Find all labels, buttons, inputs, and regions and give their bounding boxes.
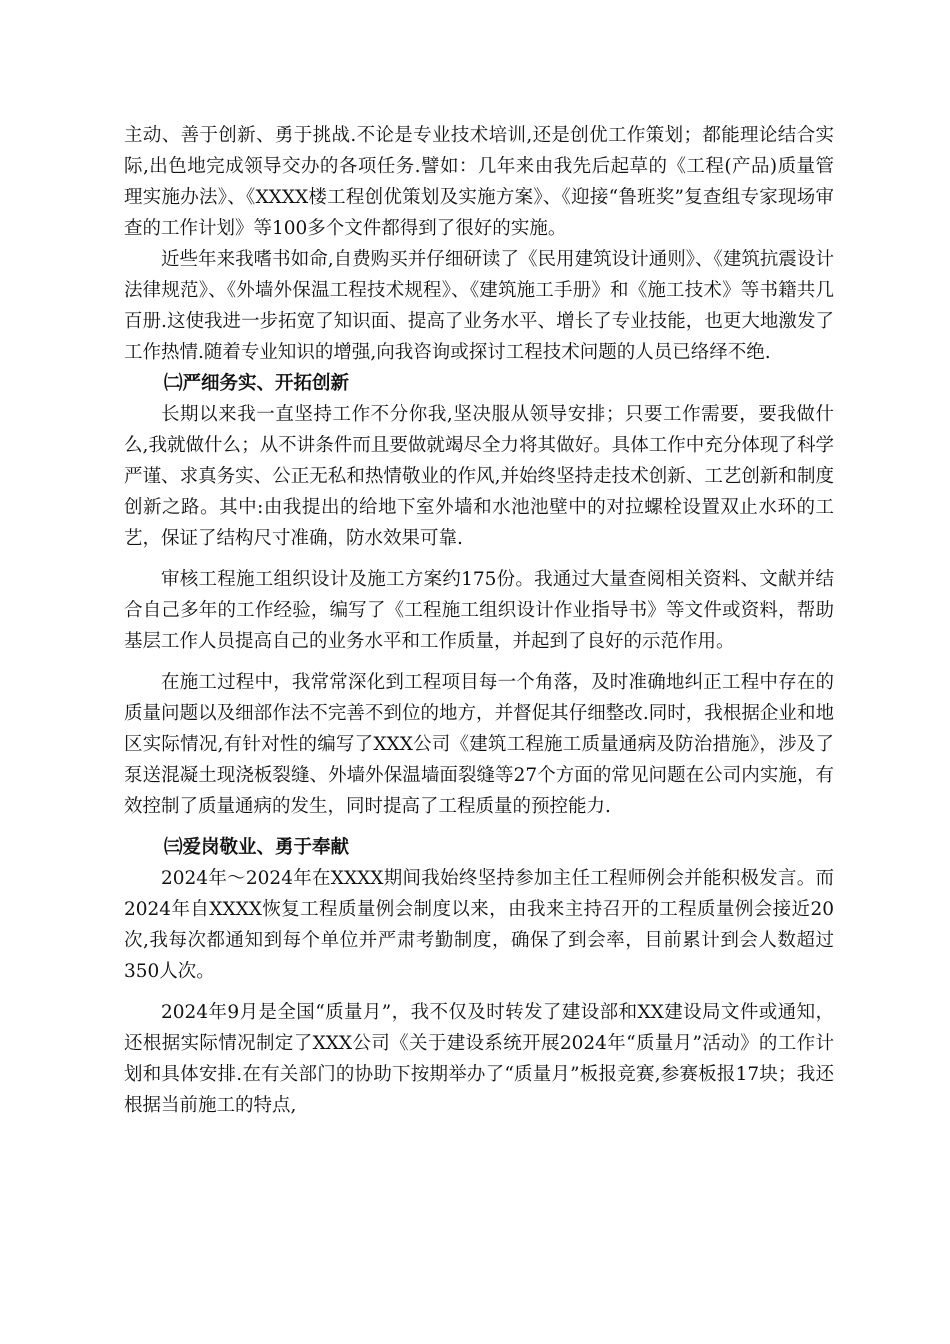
- section-heading-3: ㈢爱岗敬业、勇于奉献: [164, 837, 350, 858]
- document-page: [124, 120, 834, 1121]
- paragraph-meetings: 2024年～2024年在XXXX期间我始终坚持参加主任工程师例会并能积极发言。而2024年自XXXX恢复工程质量例会制度以来，由我来主持召开的工程质量例会接近20次,我每次都通知到每个单位并严肃考勤制度，确保了到会率，目前累计到会人数超过350人次。: [124, 868, 834, 982]
- paragraph-continuation: 主动、善于创新、勇于挑战.不论是专业技术培训,还是创优工作策划；都能理论结合实际,出色地完成领导交办的各项任务.譬如：几年来由我先后起草的《工程(产品)质量管理实施办法》、《XXXX楼工程创优策划及实施方案》、《迎接“鲁班奖”复查组专家现场审查的工作计划》等100多个文件都得到了很好的实施。: [124, 125, 834, 239]
- paragraph-quality-month: 2024年9月是全国“质量月”，我不仅及时转发了建设部和XX建设局文件或通知，还根据实际情况制定了XXX公司《关于建设系统开展2024年“质量月”活动》的工作计划和具体安排.在有关部门的协助下按期举办了“质量月”板报竞赛,参赛板报17块；我还根据当前施工的特点,: [124, 1002, 834, 1116]
- section-heading-2: ㈡严细务实、开拓创新: [164, 373, 350, 394]
- paragraph-construction: 在施工过程中，我常常深化到工程项目每一个角落，及时准确地纠正工程中存在的质量问题以及细部作法不完善不到位的地方，并督促其仔细整改.同时，我根据企业和地区实际情况,有针对性的编写了XXX公司《建筑工程施工质量通病及防治措施》，涉及了泵送混凝土现浇板裂缝、外墙外保温墙面裂缝等27个方面的常见问题在公司内实施，有效控制了质量通病的发生，同时提高了工程质量的预控能力.: [124, 672, 834, 817]
- paragraph-work-attitude: 长期以来我一直坚持工作不分你我,坚决服从领导安排；只要工作需要，要我做什么,我就做什么；从不讲条件而且要做就竭尽全力将其做好。具体工作中充分体现了科学严谨、求真务实、公正无私和热情敬业的作风,并始终坚持走技术创新、工艺创新和制度创新之路。其中:由我提出的给地下室外墙和水池池壁中的对拉螺栓设置双止水环的工艺，保证了结构尺寸准确，防水效果可靠.: [124, 404, 834, 549]
- paragraph-review: 审核工程施工组织设计及施工方案约175份。我通过大量查阅相关资料、文献并结合自己多年的工作经验，编写了《工程施工组织设计作业指导书》等文件或资料，帮助基层工作人员提高自己的业务水平和工作质量，并起到了良好的示范作用。: [124, 569, 834, 652]
- paragraph-reading: 近些年来我嗜书如命,自费购买并仔细研读了《民用建筑设计通则》、《建筑抗震设计法律规范》、《外墙外保温工程技术规程》、《建筑施工手册》和《施工技术》等书籍共几百册.这使我进一步拓宽了知识面、提高了业务水平、增长了专业技能，也更大地激发了工作热情.随着专业知识的增强,向我咨询或探讨工程技术问题的人员已络绎不绝.: [124, 249, 834, 363]
